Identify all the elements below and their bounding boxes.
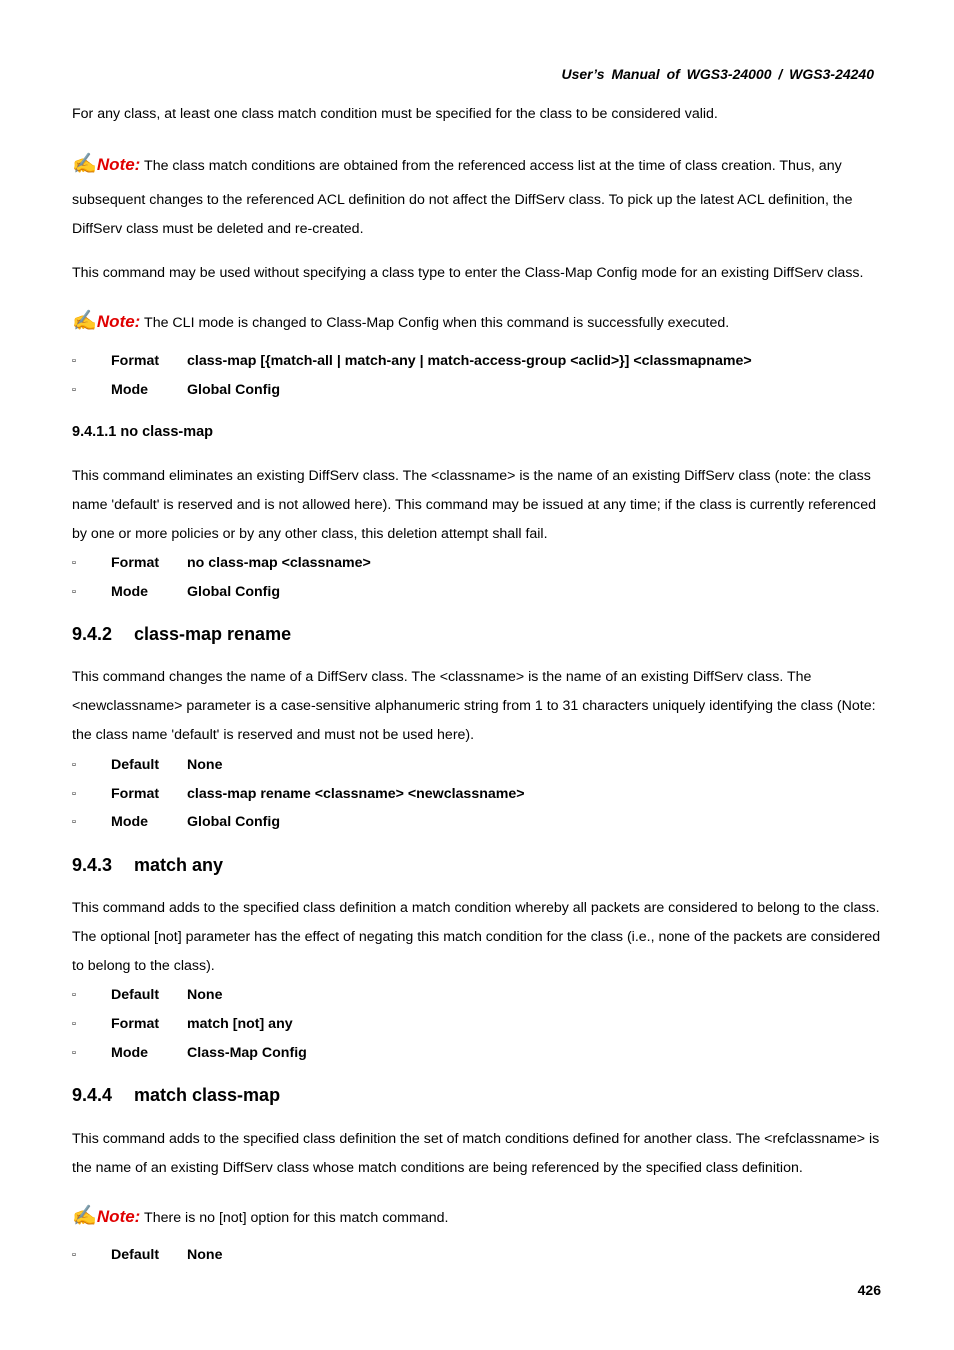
format-value: no class-map <classname>	[187, 555, 371, 571]
pencil-icon: ✍	[72, 1205, 97, 1227]
note-text: The class match conditions are obtained from the referenced access list at the time of class creation. Thus, any	[144, 158, 842, 174]
mode-value: Global Config	[187, 584, 280, 600]
default-label: Default	[111, 1247, 160, 1263]
section-heading-9-4-4	[72, 1085, 280, 1106]
mode-value: Class-Map Config	[187, 1045, 307, 1061]
format-value: match [not] any	[187, 1016, 293, 1032]
bullet-icon: ▫	[72, 1018, 76, 1030]
bullet-icon: ▫	[72, 557, 76, 569]
bullet-icon: ▫	[72, 355, 76, 367]
section-heading-9-4-3	[72, 855, 223, 876]
bullet-icon: ▫	[72, 788, 76, 800]
format-value: class-map [{match-all | match-any | match-access-group <aclid>}] <classmapname>	[187, 353, 752, 369]
bullet-icon: ▫	[72, 759, 76, 771]
pencil-icon: ✍	[72, 310, 97, 332]
default-label: Default	[111, 987, 160, 1003]
default-label: Default	[111, 757, 160, 773]
bullet-icon: ▫	[72, 989, 76, 1001]
subsection-heading-no-class-map: 9.4.1.1 no class-map	[72, 424, 214, 440]
note-no-not-option	[72, 1201, 892, 1234]
paragraph-class-validity: For any class, at least one class match condition must be specified for the class to be considered valid.	[72, 106, 718, 122]
mode-label: Mode	[111, 1045, 149, 1061]
format-label: Format	[111, 1016, 160, 1032]
paragraph-match-any: This command adds to the specified class definition a match condition whereby all packets are considered to belong to the class. The optional [not] parameter has the effect of negating this match condition for the class (i.e., none of the packets are considered to belong to the class).	[72, 900, 881, 974]
pencil-icon: ✍	[72, 153, 97, 175]
paragraph-match-class-map: This command adds to the specified class definition the set of match conditions defined for another class. The <refclassname> is the name of an existing DiffServ class whose match conditions are being referenced by the specified class definition.	[72, 1131, 880, 1176]
bullet-icon: ▫	[72, 1249, 76, 1261]
section-number: 9.4.3	[72, 855, 113, 875]
note-text: There is no [not] option for this match command.	[144, 1210, 449, 1226]
page-number: 426	[857, 1282, 881, 1298]
mode-label: Mode	[111, 584, 149, 600]
default-value: None	[187, 987, 223, 1003]
note-label: Note:	[96, 155, 141, 174]
paragraph-class-map-mode: This command may be used without specifying a class type to enter the Class-Map Config mode for an existing DiffServ class.	[72, 265, 864, 281]
bullet-icon: ▫	[72, 384, 76, 396]
default-value: None	[187, 757, 223, 773]
note-acl-reference	[72, 149, 892, 244]
note-label: Note:	[96, 1207, 141, 1226]
bullet-icon: ▫	[72, 816, 76, 828]
section-number: 9.4.2	[72, 624, 113, 644]
default-value: None	[187, 1247, 223, 1263]
note-label: Note:	[96, 312, 141, 331]
section-title: match any	[134, 855, 224, 875]
note-cli-mode	[72, 306, 892, 339]
section-number: 9.4.4	[72, 1085, 113, 1105]
paragraph-class-map-rename: This command changes the name of a DiffServ class. The <classname> is the name of an existing DiffServ class. The <newclassname> parameter is a case-sensitive alphanumeric string from 1 to 31 characters uniquely identifying the class (Note: the class name 'default' is reserved and must not be used here).	[72, 669, 876, 743]
note-text-continued: subsequent changes to the referenced ACL definition do not affect the DiffServ class. To pick up the latest ACL definition, the DiffServ class must be deleted and re-created.	[72, 192, 853, 237]
bullet-icon: ▫	[72, 1047, 76, 1059]
manual-header: User’s Manual of WGS3-24000 / WGS3-24240	[561, 66, 874, 82]
format-label: Format	[111, 555, 160, 571]
section-heading-9-4-2	[72, 624, 291, 645]
bullet-icon: ▫	[72, 586, 76, 598]
mode-value: Global Config	[187, 814, 280, 830]
format-value: class-map rename <classname> <newclassname>	[187, 786, 525, 802]
format-label: Format	[111, 786, 160, 802]
mode-label: Mode	[111, 814, 149, 830]
format-label: Format	[111, 353, 160, 369]
mode-value: Global Config	[187, 382, 280, 398]
section-title: match class-map	[134, 1085, 281, 1105]
section-title: class-map rename	[134, 624, 292, 644]
paragraph-no-class-map: This command eliminates an existing DiffServ class. The <classname> is the name of an existing DiffServ class (note: the class name 'default' is reserved and is not allowed here). This command may be issued at any time; if the class is currently referenced by one or more policies or by any other class, this deletion attempt shall fail.	[72, 468, 876, 542]
mode-label: Mode	[111, 382, 149, 398]
note-text: The CLI mode is changed to Class-Map Config when this command is successfully executed.	[144, 315, 730, 331]
